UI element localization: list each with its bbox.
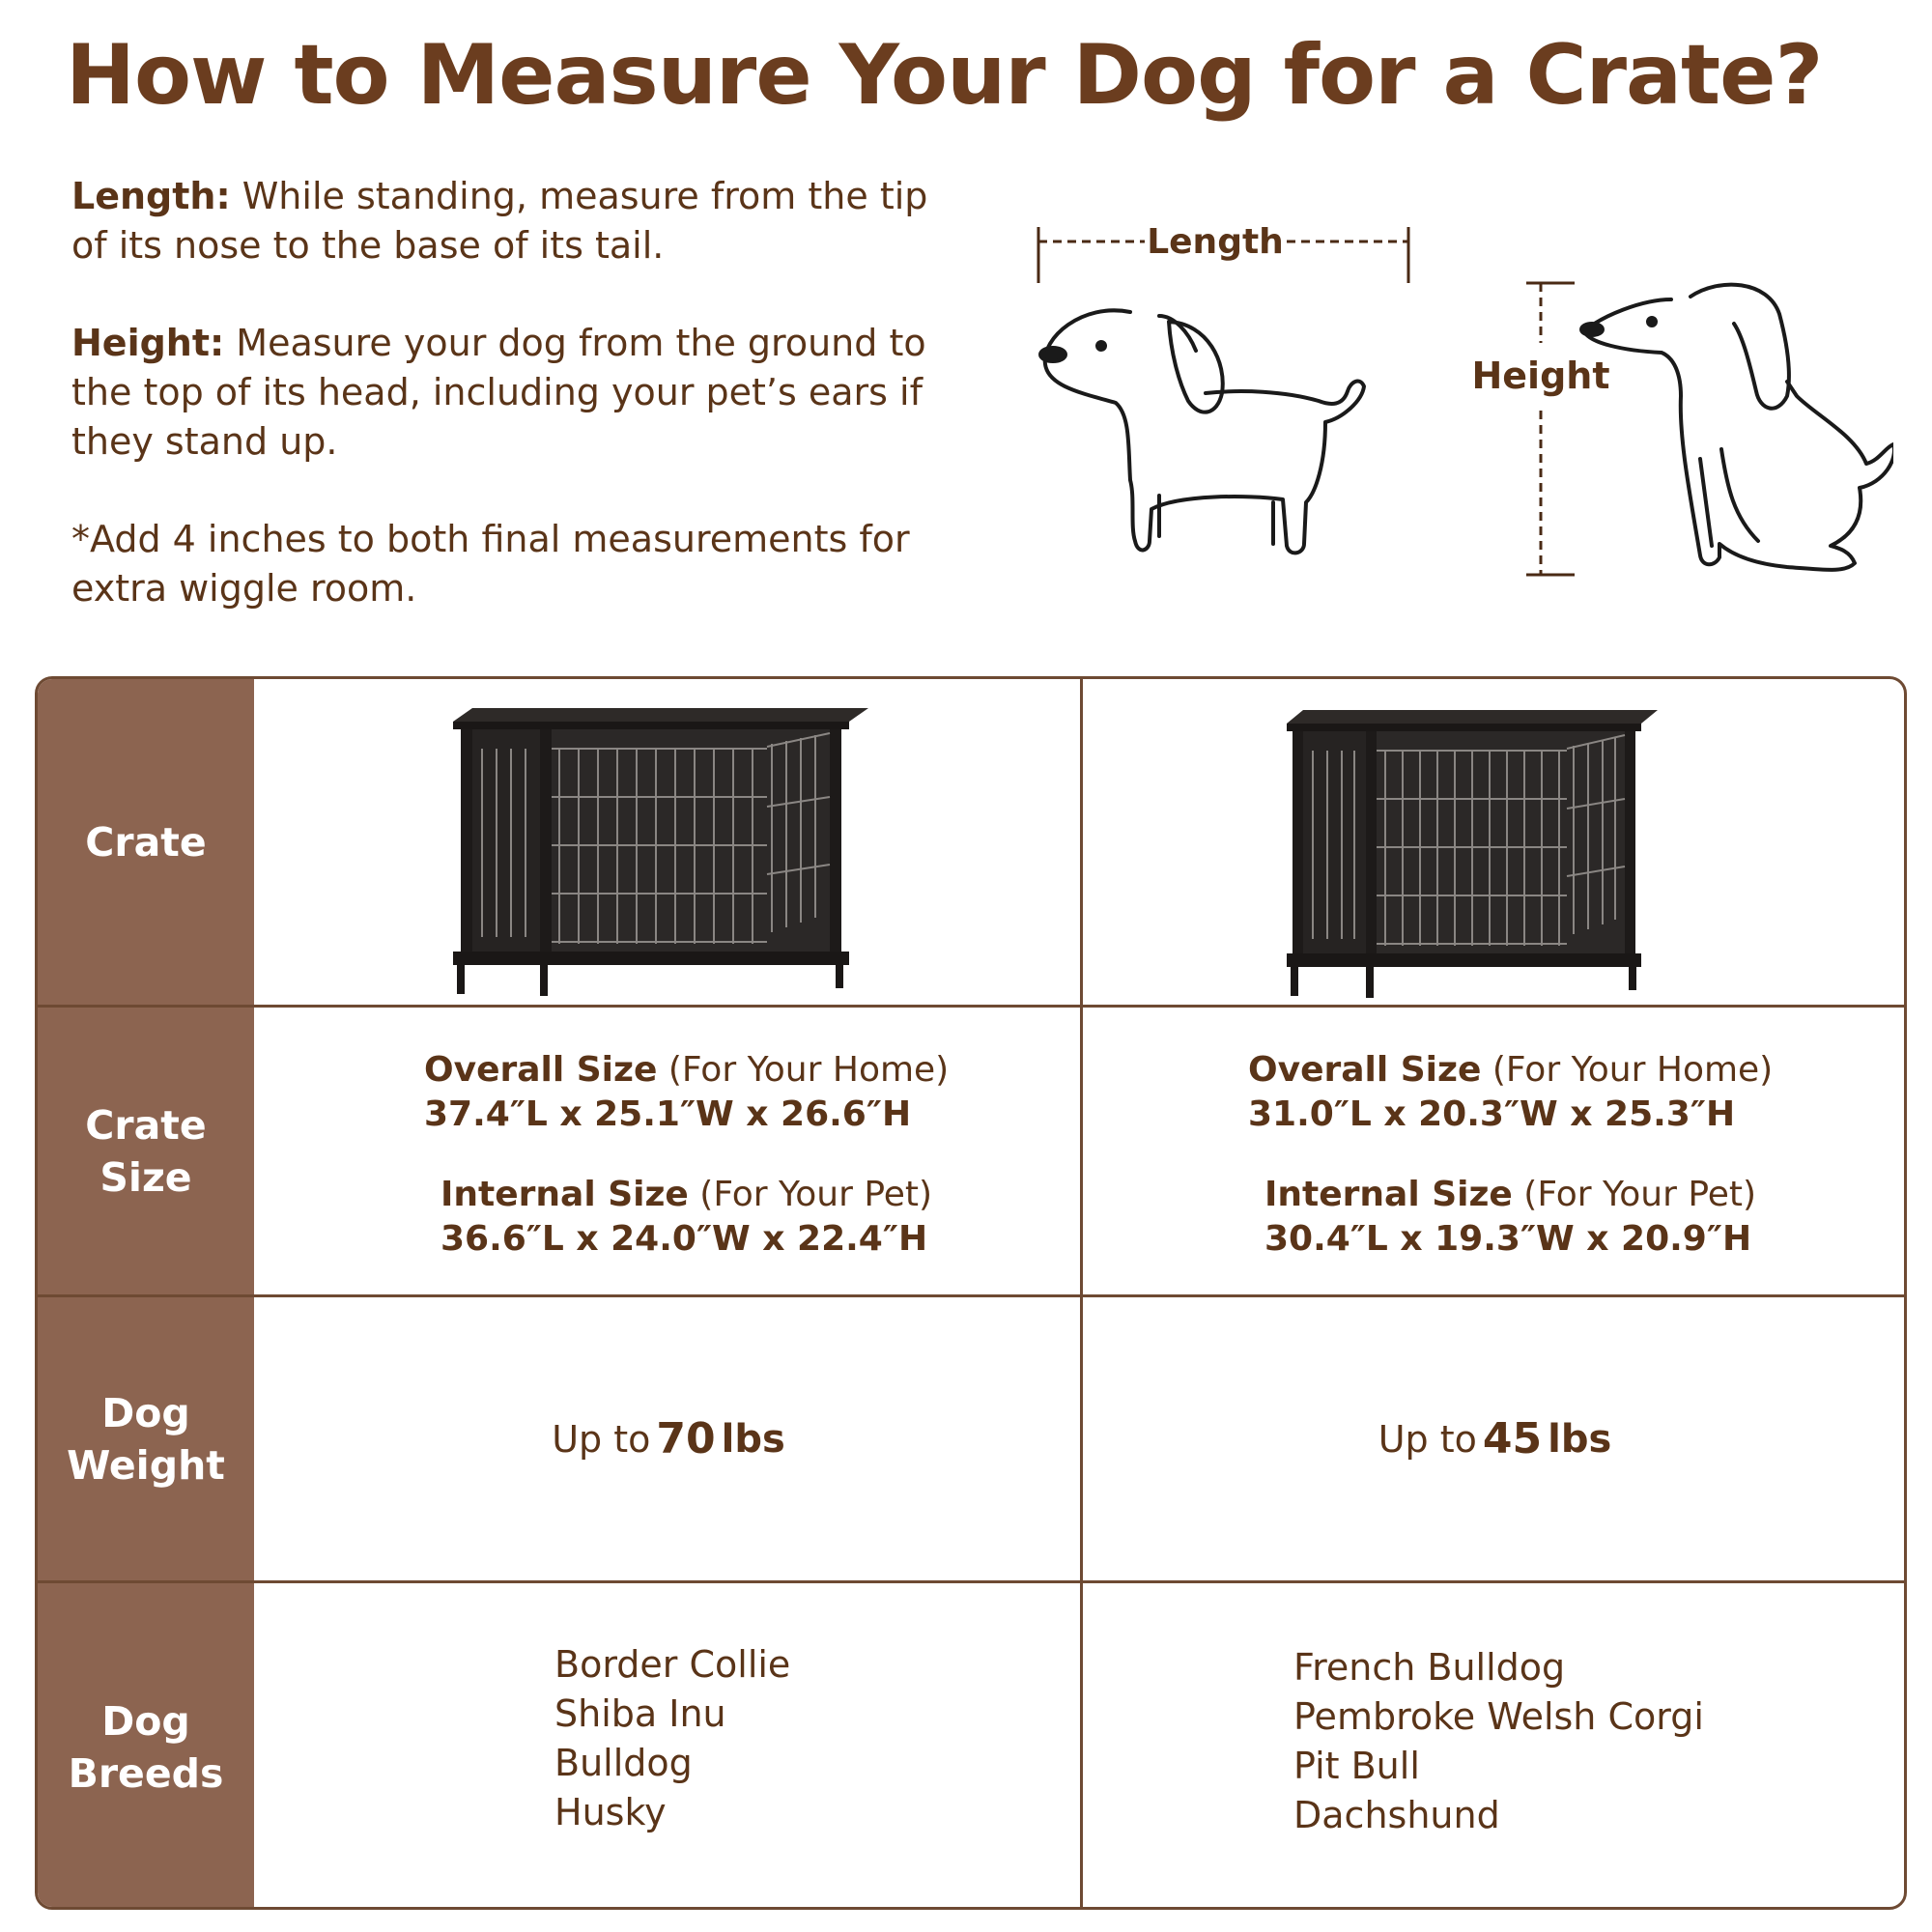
internal-dimensions: 36.6″L x 24.0″W x 22.4″H	[440, 1219, 928, 1259]
list-item: Dachshund	[1293, 1794, 1500, 1836]
column-divider	[1080, 679, 1083, 1907]
internal-dimensions: 30.4″L x 19.3″W x 20.9″H	[1264, 1219, 1752, 1259]
row-divider	[38, 1580, 1904, 1583]
weight-prefix: Up to	[552, 1417, 651, 1461]
page-title: How to Measure Your Dog for a Crate?	[66, 27, 1823, 124]
weight-value: 45	[1482, 1414, 1543, 1463]
medium-overall-size	[1248, 1048, 1773, 1137]
crate-comparison-table	[35, 676, 1907, 1910]
weight-unit: lbs	[1548, 1416, 1612, 1462]
standing-dog-icon	[1040, 310, 1364, 553]
height-text: Measure your dog from the ground to the top of its head, including your pet’s ears if they stand up.	[71, 322, 926, 463]
list-item: Husky	[554, 1791, 667, 1833]
overall-dimensions: 31.0″L x 20.3″W x 25.3″H	[1248, 1094, 1736, 1134]
list-item: French Bulldog	[1293, 1646, 1566, 1689]
large-internal-size	[440, 1173, 932, 1262]
list-item: Shiba Inu	[554, 1692, 726, 1735]
overall-size-label: Overall Size	[424, 1050, 658, 1090]
large-breed-list	[554, 1640, 790, 1837]
internal-size-label: Internal Size	[1264, 1175, 1513, 1214]
internal-size-note: (For Your Pet)	[1512, 1175, 1757, 1214]
weight-value: 70	[656, 1414, 716, 1463]
large-crate-image	[443, 691, 878, 1000]
weight-unit: lbs	[721, 1416, 785, 1462]
measurement-diagram	[1024, 208, 1893, 594]
overall-dimensions: 37.4″L x 25.1″W x 26.6″H	[424, 1094, 912, 1134]
internal-size-label: Internal Size	[440, 1175, 689, 1214]
row-label-dog-breeds: Dog Breeds	[68, 1698, 224, 1797]
weight-text	[1083, 1297, 1907, 1580]
weight-text	[257, 1297, 1080, 1580]
medium-weight-cell	[1083, 1297, 1907, 1580]
medium-breed-list	[1293, 1643, 1704, 1840]
row-label-crate-size: Crate Size	[85, 1101, 207, 1201]
medium-internal-size	[1264, 1173, 1756, 1262]
weight-prefix: Up to	[1378, 1417, 1477, 1461]
height-diagram-label: Height	[1471, 355, 1610, 397]
height-bracket	[1526, 283, 1575, 575]
large-overall-size	[424, 1048, 949, 1137]
height-instruction	[71, 319, 970, 467]
row-divider	[38, 1005, 1904, 1008]
row-label-dog-weight: Dog Weight	[67, 1389, 225, 1489]
internal-size-note: (For Your Pet)	[688, 1175, 933, 1214]
length-instruction	[71, 172, 970, 270]
length-label: Length:	[71, 175, 231, 217]
overall-size-note: (For Your Home)	[1481, 1050, 1774, 1090]
sitting-dog-icon	[1581, 285, 1893, 570]
list-item: Pit Bull	[1293, 1745, 1420, 1787]
list-item: Border Collie	[554, 1643, 791, 1686]
medium-crate-image	[1279, 693, 1665, 1002]
overall-size-label: Overall Size	[1248, 1050, 1482, 1090]
wiggle-room-note: *Add 4 inches to both final measurements for extra wiggle room.	[71, 518, 910, 610]
length-diagram-label: Length	[1147, 222, 1284, 262]
length-text: While standing, measure from the tip of its nose to the base of its tail.	[71, 175, 928, 267]
height-label: Height:	[71, 322, 225, 364]
list-item: Pembroke Welsh Corgi	[1293, 1695, 1704, 1738]
large-weight-cell	[257, 1297, 1080, 1580]
overall-size-note: (For Your Home)	[657, 1050, 950, 1090]
list-item: Bulldog	[554, 1742, 693, 1784]
row-label-crate: Crate	[85, 818, 207, 866]
